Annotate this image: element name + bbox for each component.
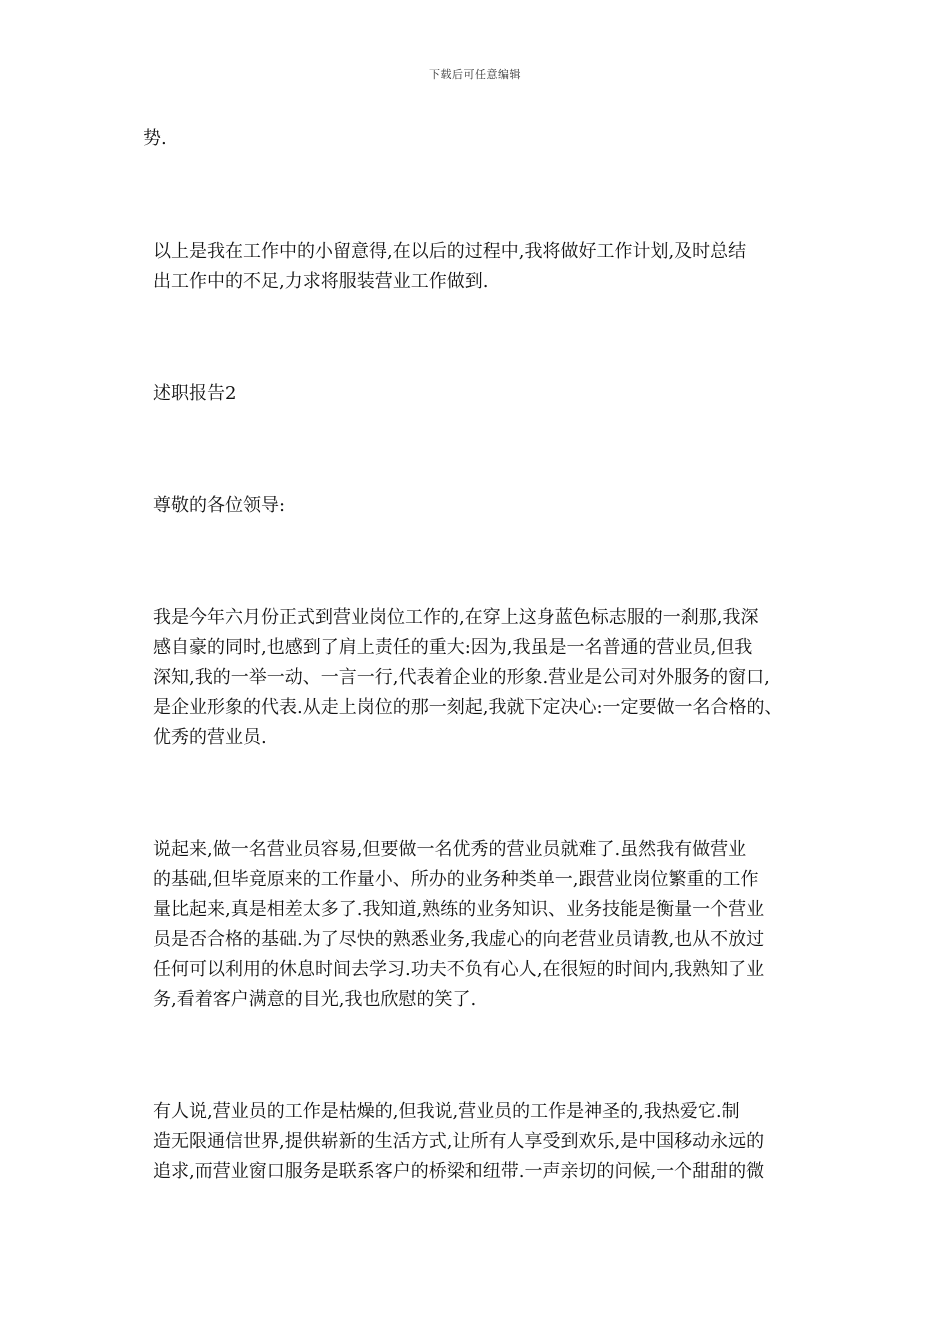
paragraph-intro [143, 603, 823, 753]
text-line: 是企业形象的代表.从走上岗位的那一刻起,我就下定决心:一定要做一名合格的、 [153, 697, 783, 718]
text-line: 员是否合格的基础.为了尽快的熟悉业务,我虚心的向老营业员请教,也从不放过 [153, 929, 765, 950]
text-line: 以上是我在工作中的小留意得,在以后的过程中,我将做好工作计划,及时总结 [153, 241, 747, 262]
text-line: 尊敬的各位领导: [153, 495, 286, 516]
text-line: 造无限通信世界,提供崭新的生活方式,让所有人享受到欢乐,是中国移动永远的 [153, 1131, 765, 1152]
text-line: 任何可以利用的休息时间去学习.功夫不负有心人,在很短的时间内,我熟知了业 [153, 959, 765, 980]
text-line: 的基础,但毕竟原来的工作量小、所办的业务种类单一,跟营业岗位繁重的工作 [153, 869, 759, 890]
text-line: 追求,而营业窗口服务是联系客户的桥梁和纽带.一声亲切的问候,一个甜甜的微 [153, 1161, 765, 1182]
text-line: 感自豪的同时,也感到了肩上责任的重大:因为,我虽是一名普通的营业员,但我 [153, 637, 753, 658]
text-line: 务,看着客户满意的目光,我也欣慰的笑了. [153, 989, 477, 1010]
text-line: 有人说,营业员的工作是枯燥的,但我说,营业员的工作是神圣的,我热爱它.制 [153, 1101, 740, 1122]
text-line: 深知,我的一举一动、一言一行,代表着企业的形象.营业是公司对外服务的窗口, [153, 667, 770, 688]
salutation [143, 491, 823, 521]
section-title [143, 379, 823, 409]
text-line: 述职报告2 [153, 383, 237, 404]
paragraph-continuation [143, 124, 823, 154]
text-line: 势. [143, 128, 167, 149]
page-header: 下载后可任意编辑 [429, 68, 521, 81]
text-line: 量比起来,真是相差太多了.我知道,熟练的业务知识、业务技能是衡量一个营业 [153, 899, 765, 920]
text-line: 出工作中的不足,力求将服装营业工作做到. [153, 271, 489, 292]
document-body [143, 124, 823, 1187]
paragraph-summary [143, 237, 823, 297]
text-line: 优秀的营业员. [153, 727, 267, 748]
paragraph-passion [143, 1097, 823, 1187]
paragraph-learning [143, 835, 823, 1015]
text-line: 我是今年六月份正式到营业岗位工作的,在穿上这身蓝色标志服的一刹那,我深 [153, 607, 759, 628]
text-line: 说起来,做一名营业员容易,但要做一名优秀的营业员就难了.虽然我有做营业 [153, 839, 747, 860]
